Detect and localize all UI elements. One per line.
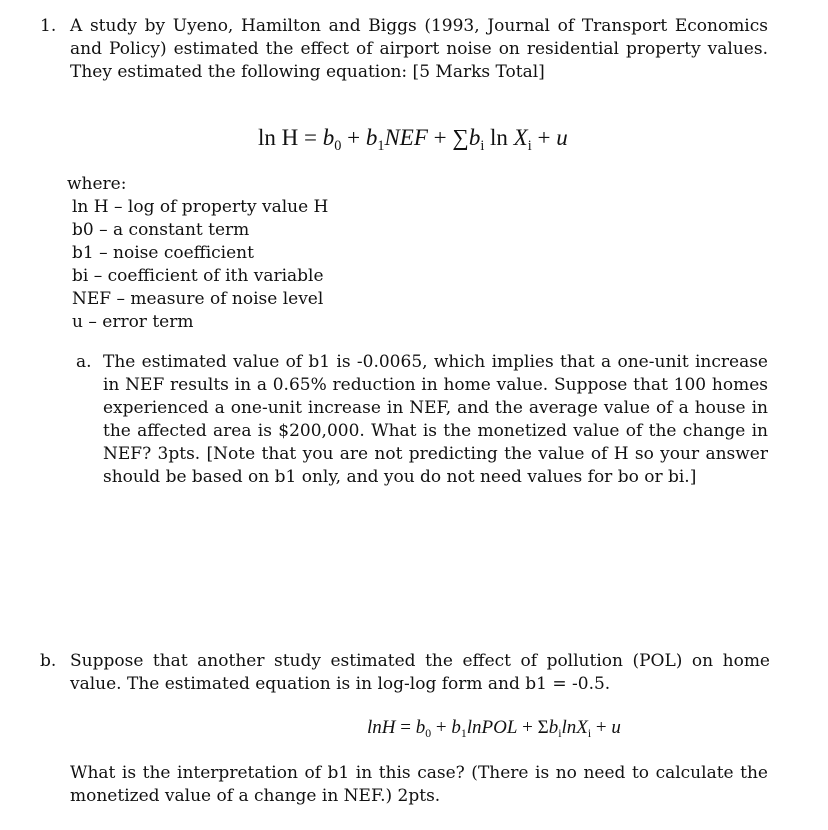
definition-item: b0 – a constant term xyxy=(72,220,250,240)
eq2-sigma: Σ xyxy=(537,717,549,738)
eq-sum-symbol: ∑ xyxy=(452,125,469,150)
definition-item: bi – coefficient of ith variable xyxy=(72,266,324,286)
eq-ln: ln xyxy=(490,125,508,150)
eq2-plus-2: + xyxy=(522,717,533,738)
eq-b0: b xyxy=(322,125,335,150)
eq-bi: b xyxy=(468,125,481,150)
eq2-lnpol: lnPOL xyxy=(466,717,518,738)
eq-b1-sub: 1 xyxy=(377,137,385,154)
eq-nef: NEF xyxy=(384,125,428,150)
eq-lhs: ln H xyxy=(258,125,299,150)
part-b-text: Suppose that another study estimated the effect of pollution (POL) on home value. The estimated equation is in log-log form and b1 = -0.5. xyxy=(70,651,770,694)
eq-x: X xyxy=(513,125,528,150)
eq2-bi: b xyxy=(548,717,559,738)
eq2-b0: b xyxy=(415,717,426,738)
eq-plus-1: + xyxy=(347,125,361,150)
eq-b1: b xyxy=(365,125,378,150)
part-a-letter: a. xyxy=(76,352,92,372)
definition-item: u – error term xyxy=(72,312,194,332)
eq-plus-2: + xyxy=(433,125,447,150)
question-text: A study by Uyeno, Hamilton and Biggs (1993, Journal of Transport Economics and Policy) estimated the effect of airport noise on residential property values. They estimated the following equation: [5 Marks Total] xyxy=(70,16,768,82)
part-b-letter: b. xyxy=(40,651,57,671)
definitions-list xyxy=(67,173,328,334)
definition-item: NEF – measure of noise level xyxy=(72,289,324,309)
eq2-lnx: lnX xyxy=(561,717,588,738)
eq2-lnx-sub: i xyxy=(587,727,592,741)
eq-u: u xyxy=(556,125,568,150)
eq-equals: = xyxy=(304,125,317,150)
eq2-b1: b xyxy=(451,717,461,738)
eq2-plus-3: + xyxy=(595,717,607,738)
eq-b0-sub: 0 xyxy=(334,137,342,154)
eq2-b0-sub: 0 xyxy=(425,727,432,741)
eq2-equals: = xyxy=(400,717,411,738)
eq-bi-sub: i xyxy=(480,137,485,154)
eq-x-sub: i xyxy=(527,137,532,154)
definition-item: b1 – noise coefficient xyxy=(72,243,254,263)
eq2-plus-1: + xyxy=(435,717,447,738)
definitions-heading: where: xyxy=(67,174,127,194)
part-b-follow-up: What is the interpretation of b1 in this case? (There is no need to calculate the monetized value of a change in NEF.) 2pts. xyxy=(70,763,768,806)
eq2-b1-sub: 1 xyxy=(460,727,467,741)
eq2-bi-sub: i xyxy=(558,727,562,741)
definition-item: ln H – log of property value H xyxy=(72,197,329,217)
part-a-text: The estimated value of b1 is -0.0065, which implies that a one-unit increase in NEF results in a 0.65% reduction in home value. Suppose that 100 homes experienced a one-unit increase in NEF, and the average value of a house in the affected area is $200,000. What is the monetized value of the change in NEF? 3pts. [Note that you are not predicting the value of H so your answer should be based on b1 only, and you do not need values for bo or bi.] xyxy=(103,352,768,487)
eq-plus-3: + xyxy=(537,125,551,150)
eq2-u: u xyxy=(611,717,621,738)
equation-noise-model xyxy=(258,125,568,154)
question-number: 1. xyxy=(40,16,57,36)
eq2-lhs: lnH xyxy=(367,717,396,738)
equation-pollution-model xyxy=(367,716,621,739)
